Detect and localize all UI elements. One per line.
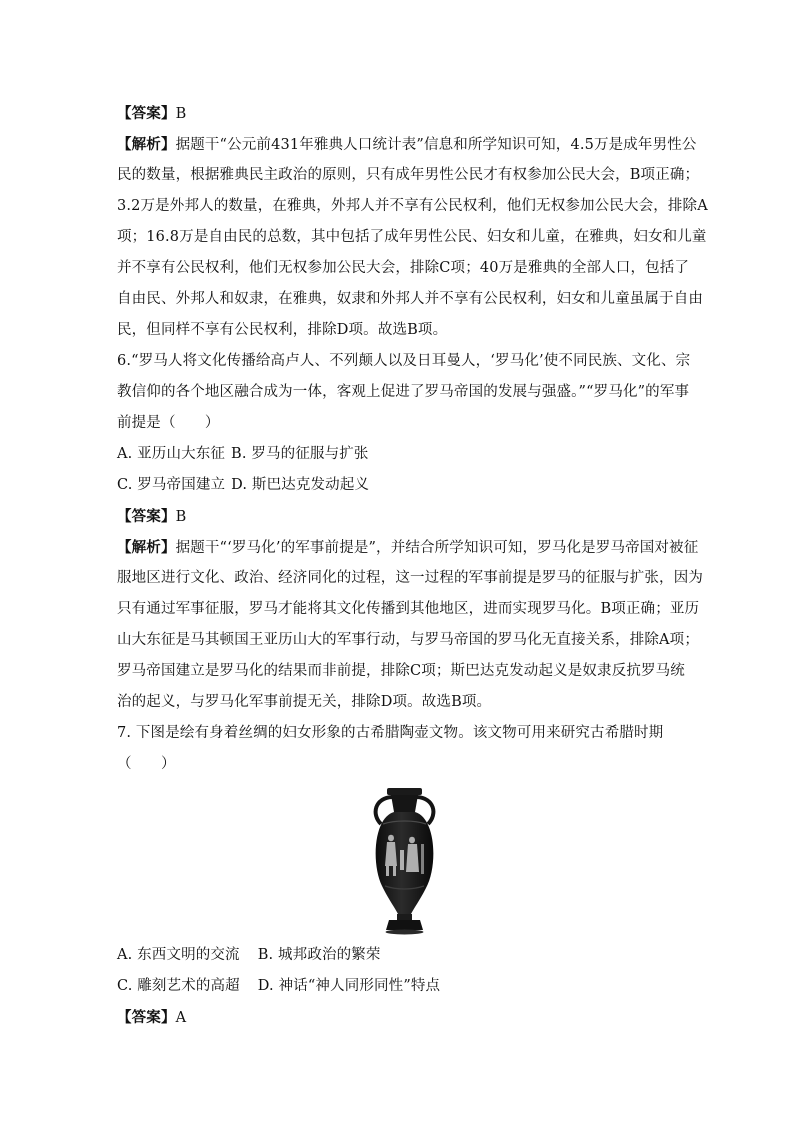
q5-analysis-line: 民，但同样不享有公民权利，排除D项。故选B项。 [117, 322, 448, 338]
answer-value: B [175, 106, 187, 122]
q5-analysis-line: 并不享有公民权利，他们无权参加公民大会，排除C项；40万是雅典的全部人口，包括了 [117, 260, 690, 276]
q6-analysis-line: 治的起义，与罗马化军事前提无关，排除D项。故选B项。 [117, 694, 492, 710]
q6-analysis-line: 服地区进行文化、政治、经济同化的过程，这一过程的军事前提是罗马的征服与扩张，因为 [117, 570, 703, 586]
choice-a: A. 东西文明的交流 [117, 947, 240, 963]
q6-stem-line: 教信仰的各个地区融合成为一体，客观上促进了罗马帝国的发展与强盛。”“罗马化”的军事 [117, 384, 690, 400]
document-page [117, 98, 708, 1033]
choice-c: C. 雕刻艺术的高超 [117, 978, 240, 994]
choice-d: D. 斯巴达克发动起义 [231, 477, 370, 493]
q6-answer [117, 501, 681, 532]
q7-choice-row [117, 940, 681, 971]
q5-answer [117, 98, 681, 129]
choice-c: C. 罗马帝国建立 [117, 477, 226, 493]
q6-choice-row [117, 470, 681, 501]
q5-analysis-line: 民的数量，根据雅典民主政治的原则，只有成年男性公民才有权参加公民大会，B项正确； [117, 167, 700, 183]
q6-analysis-line: 罗马帝国建立是罗马化的结果而非前提，排除C项；斯巴达克发动起义是奴隶反抗罗马统 [117, 663, 685, 679]
answer-label: 【答案】 [117, 1009, 176, 1026]
q6-stem-line: 6.“罗马人将文化传播给高卢人、不列颠人以及日耳曼人，‘罗马化’使不同民族、文化、宗 [117, 353, 691, 369]
choice-b: B. 罗马的征服与扩张 [231, 446, 369, 462]
q5-analysis-line: 自由民、外邦人和奴隶，在雅典，奴隶和外邦人并不享有公民权利，妇女和儿童虽属于自由 [117, 291, 703, 307]
answer-label: 【答案】 [117, 508, 176, 525]
analysis-label: 【解析】 [117, 136, 176, 153]
analysis-label: 【解析】 [117, 539, 176, 556]
q5-analysis-line: 3.2万是外邦人的数量，在雅典，外邦人并不享有公民权利，他们无权参加公民大会，排除A [117, 198, 708, 214]
q7-answer [117, 1002, 681, 1033]
q7-stem-line: （ ） [117, 756, 176, 772]
q5-analysis-line: 【解析】据题干“公元前431年雅典人口统计表”信息和所学知识可知，4.5万是成年男性公 [117, 136, 697, 153]
q6-choice-row [117, 439, 681, 470]
answer-value: B [175, 509, 187, 525]
answer-value: A [175, 1010, 187, 1026]
q6-analysis-line: 【解析】据题干“‘罗马化’的军事前提是”，并结合所学知识可知，罗马化是罗马帝国对被征 [117, 539, 699, 556]
q6-analysis-line: 山大东征是马其顿国王亚历山大的军事行动，与罗马帝国的罗马化无直接关系，排除A项； [117, 632, 699, 648]
q7-stem-line: 7. 下图是绘有身着丝绸的妇女形象的古希腊陶壶文物。该文物可用来研究古希腊时期 [117, 725, 664, 741]
answer-label: 【答案】 [117, 105, 176, 122]
choice-b: B. 城邦政治的繁荣 [257, 947, 381, 963]
choice-d: D. 神话“神人同形同性”特点 [257, 978, 441, 994]
greek-amphora-image [367, 788, 442, 936]
choice-a: A. 亚历山大东征 [117, 446, 226, 462]
q5-analysis-line: 项；16.8万是自由民的总数，其中包括了成年男性公民、妇女和儿童，在雅典，妇女和儿童 [117, 229, 707, 245]
q6-stem-line: 前提是（ ） [117, 415, 220, 431]
figure-container [117, 788, 681, 938]
q7-choice-row [117, 971, 681, 1002]
q6-analysis-line: 只有通过军事征服，罗马才能将其文化传播到其他地区，进而实现罗马化。B项正确；亚历 [117, 601, 700, 617]
